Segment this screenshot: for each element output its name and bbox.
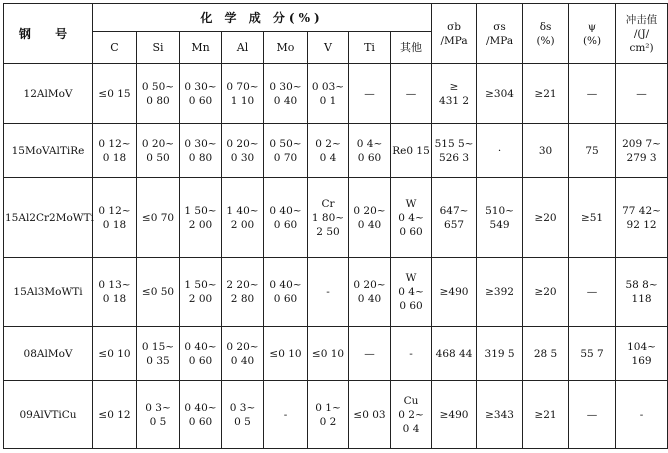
table-cell: 209 7~ 279 3 [616, 124, 668, 178]
element-header-c: C [93, 32, 137, 64]
table-cell: 0 15~ 0 35 [137, 327, 180, 381]
table-cell: 0 30~ 0 80 [180, 124, 222, 178]
grade-cell: 15Al2Cr2MoWTi [4, 178, 93, 258]
table-cell: - [391, 327, 432, 381]
table-row [4, 124, 668, 178]
table-cell: 28 5 [523, 327, 569, 381]
table-cell: — [569, 381, 616, 449]
table-cell: ≥20 [523, 178, 569, 258]
table-cell: - [264, 381, 308, 449]
table-cell: — [391, 64, 432, 124]
table-cell: W 0 4~ 0 60 [391, 178, 432, 258]
table-cell: ≤0 50 [137, 258, 180, 327]
table-cell: 0 20~ 0 40 [349, 178, 391, 258]
grade-cell: 15Al3MoWTi [4, 258, 93, 327]
table-cell: ≤0 10 [93, 327, 137, 381]
table-cell: ≤0 12 [93, 381, 137, 449]
table-cell: 0 20~ 0 50 [137, 124, 180, 178]
impact-value-header: 冲击值 /(J/ cm²) [616, 4, 668, 64]
table-cell: ≥ 431 2 [432, 64, 477, 124]
table-cell: 0 20~ 0 30 [222, 124, 264, 178]
table-row [4, 327, 668, 381]
table-cell: 0 12~ 0 18 [93, 178, 137, 258]
table-cell: ≤0 03 [349, 381, 391, 449]
table-cell: 0 70~ 1 10 [222, 64, 264, 124]
table-cell: 0 20~ 0 40 [222, 327, 264, 381]
table-cell: - [308, 258, 349, 327]
table-cell: 510~ 549 [477, 178, 523, 258]
table-cell: 0 30~ 0 40 [264, 64, 308, 124]
table-cell: 0 40~ 0 60 [180, 327, 222, 381]
reduction-area-header: ψ (%) [569, 4, 616, 64]
table-cell: - [616, 381, 668, 449]
table-cell: 0 13~ 0 18 [93, 258, 137, 327]
table-cell: — [569, 258, 616, 327]
table-cell: ≥21 [523, 381, 569, 449]
table-cell: 0 40~ 0 60 [264, 178, 308, 258]
table-cell: 0 40~ 0 60 [264, 258, 308, 327]
table-cell: ≤0 15 [93, 64, 137, 124]
table-cell: 0 1~ 0 2 [308, 381, 349, 449]
table-cell: 0 3~ 0 5 [137, 381, 180, 449]
table-cell: 1 40~ 2 00 [222, 178, 264, 258]
table-cell: Cr 1 80~ 2 50 [308, 178, 349, 258]
table-cell: 0 2~ 0 4 [308, 124, 349, 178]
table-cell: ≤0 10 [308, 327, 349, 381]
table-cell: 0 3~ 0 5 [222, 381, 264, 449]
table-cell: 55 7 [569, 327, 616, 381]
table-cell: ≥20 [523, 258, 569, 327]
table-cell: 319 5 [477, 327, 523, 381]
steel-properties-table [3, 3, 668, 449]
table-cell: 1 50~ 2 00 [180, 258, 222, 327]
table-cell: Cu 0 2~ 0 4 [391, 381, 432, 449]
element-header-al: Al [222, 32, 264, 64]
table-cell: ≥304 [477, 64, 523, 124]
table-cell: 104~ 169 [616, 327, 668, 381]
table-cell: ≥343 [477, 381, 523, 449]
table-row [4, 258, 668, 327]
table-cell: 58 8~ 118 [616, 258, 668, 327]
table-row [4, 178, 668, 258]
table-cell: 1 50~ 2 00 [180, 178, 222, 258]
table-cell: 0 50~ 0 70 [264, 124, 308, 178]
table-cell: ≤0 70 [137, 178, 180, 258]
element-header-other: 其他 [391, 32, 432, 64]
table-cell: 515 5~ 526 3 [432, 124, 477, 178]
elongation-header: δs (%) [523, 4, 569, 64]
grade-header: 钢 号 [4, 4, 93, 64]
grade-cell: 15MoVAlTiRe [4, 124, 93, 178]
table-cell: ≤0 10 [264, 327, 308, 381]
table-cell: — [349, 64, 391, 124]
table-cell: 30 [523, 124, 569, 178]
grade-cell: 12AlMoV [4, 64, 93, 124]
table-cell: 2 20~ 2 80 [222, 258, 264, 327]
table-row [4, 64, 668, 124]
element-header-mn: Mn [180, 32, 222, 64]
composition-header: 化 学 成 分(%) [93, 4, 432, 32]
table-cell: ≥392 [477, 258, 523, 327]
grade-cell: 09AlVTiCu [4, 381, 93, 449]
table-cell: ≥490 [432, 258, 477, 327]
table-body [4, 64, 668, 449]
grade-cell: 08AlMoV [4, 327, 93, 381]
table-cell: W 0 4~ 0 60 [391, 258, 432, 327]
element-header-mo: Mo [264, 32, 308, 64]
element-header-ti: Ti [349, 32, 391, 64]
table-cell: 647~ 657 [432, 178, 477, 258]
table-cell: 0 40~ 0 60 [180, 381, 222, 449]
table-cell: 0 4~ 0 60 [349, 124, 391, 178]
table-cell: Re0 15 [391, 124, 432, 178]
table-cell: ≥490 [432, 381, 477, 449]
table-cell: 0 12~ 0 18 [93, 124, 137, 178]
table-row [4, 381, 668, 449]
element-header-si: Si [137, 32, 180, 64]
table-cell: 0 30~ 0 60 [180, 64, 222, 124]
element-header-v: V [308, 32, 349, 64]
yield-strength-header: σs /MPa [477, 4, 523, 64]
table-cell: ≥51 [569, 178, 616, 258]
table-cell: 0 50~ 0 80 [137, 64, 180, 124]
table-cell: — [349, 327, 391, 381]
table-cell: 75 [569, 124, 616, 178]
table-cell: 468 44 [432, 327, 477, 381]
table-cell: · [477, 124, 523, 178]
table-cell: — [569, 64, 616, 124]
table-cell: 0 20~ 0 40 [349, 258, 391, 327]
tensile-strength-header: σb /MPa [432, 4, 477, 64]
table-cell: 0 03~ 0 1 [308, 64, 349, 124]
table-cell: 77 42~ 92 12 [616, 178, 668, 258]
table-cell: — [616, 64, 668, 124]
table-cell: ≥21 [523, 64, 569, 124]
